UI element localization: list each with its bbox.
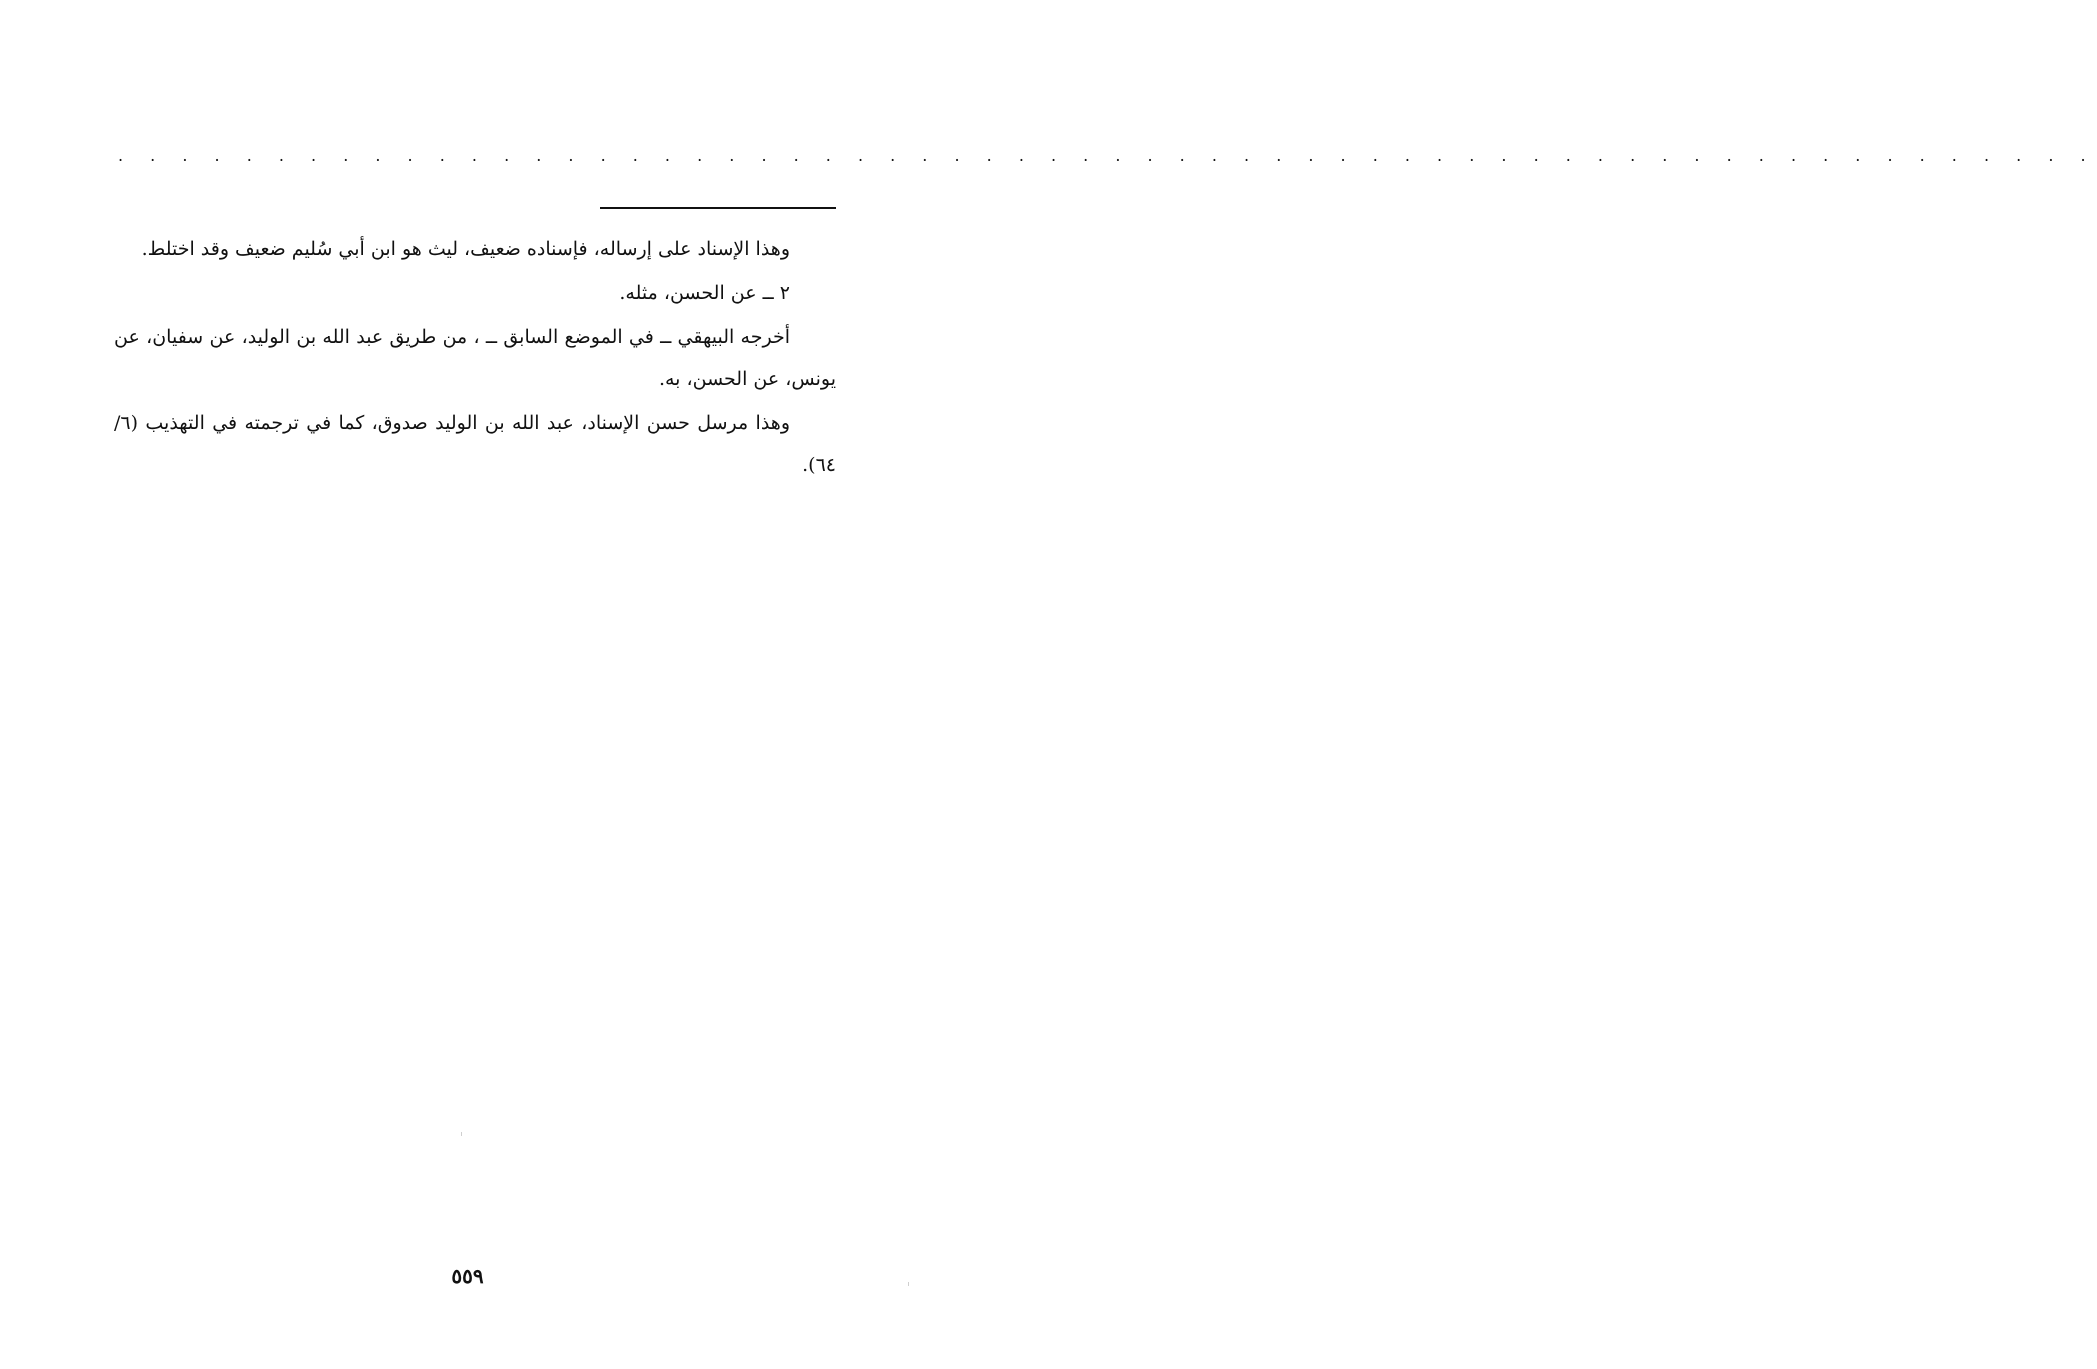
footnote-rule: [600, 207, 836, 209]
footnote-text: [114, 228, 836, 486]
paragraph-2: ٢ ــ عن الحسن، مثله.: [619, 282, 790, 304]
paragraph-4: وهذا مرسل حسن الإسناد، عبد الله بن الوليد صدوق، كما في ترجمته في التهذيب (٦/ ٦٤).: [114, 412, 836, 476]
scan-speck: [461, 1132, 462, 1136]
page-number: ٥٥٩: [451, 1264, 484, 1288]
paragraph-3: أخرجه البيهقي ــ في الموضع السابق ــ ، من طريق عبد الله بن الوليد، عن سفيان، عن يونس، عن الحسن، به.: [114, 326, 836, 390]
paragraph-1: وهذا الإسناد على إرساله، فإسناده ضعيف، ليث هو ابن أبي سُليم ضعيف وقد اختلط.: [141, 238, 790, 260]
footnote-separator-dots: . . . . . . . . . . . . . . . . . . . . . . . . . . . . . . . . . . . . . . . . . . . . . . . . . . . . . . . . . . . . . .: [118, 146, 2097, 165]
